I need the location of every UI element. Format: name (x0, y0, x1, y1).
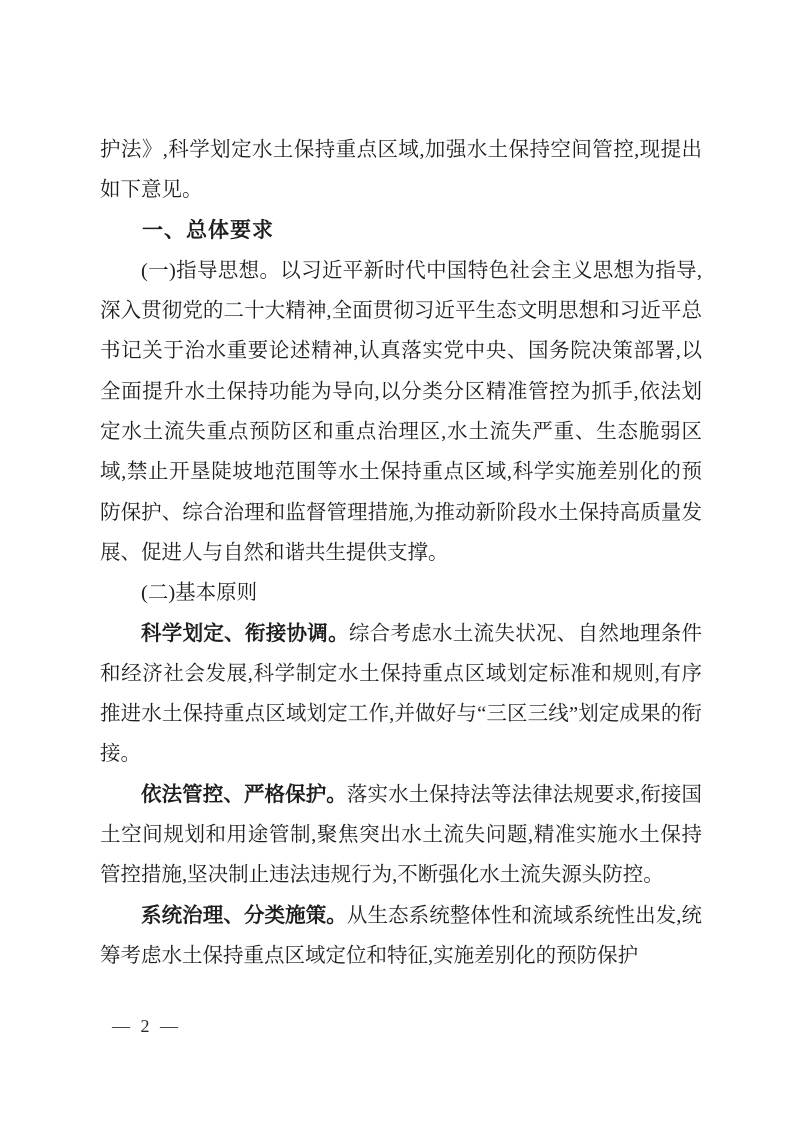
paragraph-guiding-ideology: (一)指导思想。以习近平新时代中国特色社会主义思想为指导,深入贯彻党的二十大精神,全面贯彻习近平生态文明思想和习近平总书记关于治水重要论述精神,认真落实党中央、国务院决策部署,以全面提升水土保持功能为导向,以分类分区精准管控为抓手,依法划定水土流失重点预防区和重点治理区,水土流失严重、生态脆弱区域,禁止开垦陡坡地范围等水土保持重点区域,科学实施差别化的预防保护、综合治理和监督管理措施,为推动新阶段水土保持高质量发展、促进人与自然和谐共生提供支撑。 (100, 259, 702, 564)
page-number: — 2 — (112, 1016, 181, 1036)
paragraph-lead: 科学划定、衔接协调。 (141, 622, 349, 645)
paragraph-lead: 系统治理、分类施策。 (141, 904, 347, 927)
paragraph-text: 综合考虑水土流失状况、自然地理条件和经济社会发展,科学制定水土保持重点区域划定标准和规则,有序推进水土保持重点区域划定工作,并做好与“三区三线”划定成果的衔接。 (100, 622, 703, 766)
paragraph-principle-lawful-control (100, 775, 702, 896)
document-body (100, 130, 702, 976)
paragraph-continuation: 护法》,科学划定水土保持重点区域,加强水土保持空间管控,现提出如下意见。 (100, 139, 702, 202)
section-heading-general-requirements: 一、总体要求 (142, 218, 274, 242)
paragraph-principle-scientific-delineation (100, 614, 702, 775)
paragraph-text: 落实水土保持法等法律法规要求,衔接国土空间规划和用途管制,聚焦突出水土流失问题,精准实施水土保持管控措施,坚决制止违法违规行为,不断强化水土流失源头防控。 (100, 783, 703, 887)
paragraph-lead: 依法管控、严格保护。 (141, 783, 347, 806)
subsection-heading-basic-principles: (二)基本原则 (141, 582, 258, 605)
paragraph-text: 从生态系统整体性和流域系统性出发,统筹考虑水土保持重点区域定位和特征,实施差别化的预防保护 (100, 904, 703, 967)
paragraph-principle-systematic-governance (100, 896, 702, 977)
